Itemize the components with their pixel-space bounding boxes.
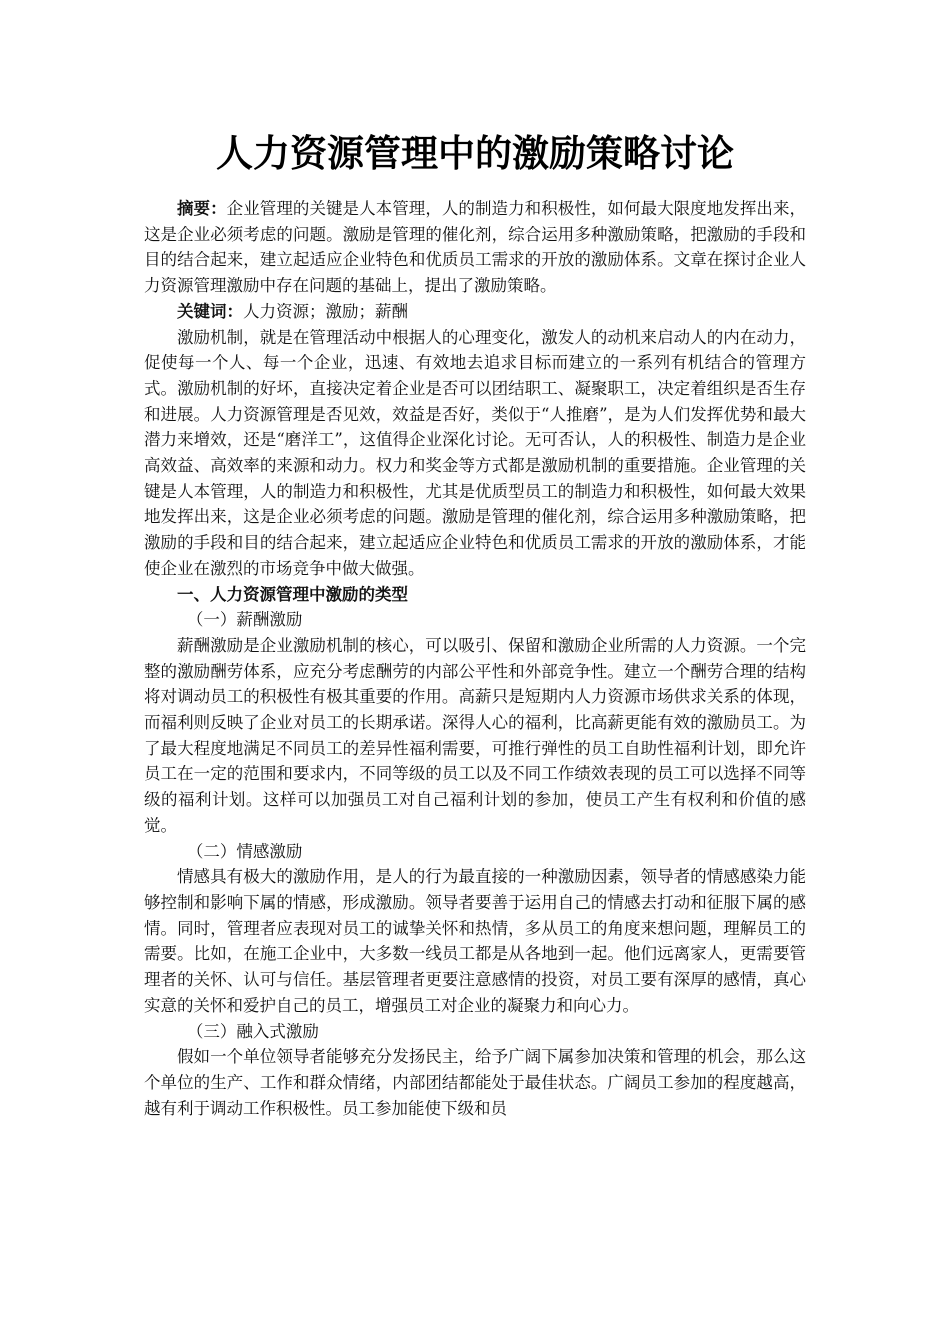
document-body — [144, 196, 806, 1121]
subsection-heading-salary: （一）薪酬激励 — [186, 610, 303, 630]
section-heading: 一、人力资源管理中激励的类型 — [177, 584, 408, 604]
subsection-heading-emotion: （二）情感激励 — [186, 841, 303, 861]
keywords-text: 人力资源；激励；薪酬 — [243, 301, 408, 321]
abstract-text: 企业管理的关键是人本管理，人的制造力和积极性，如何最大限度地发挥出来，这是企业必须考虑的问题。激励是管理的催化剂，综合运用多种激励策略，把激励的手段和目的结合起来，建立起适应企业特色和优质员工需求的开放的激励体系。文章在探讨企业人力资源管理激励中存在问题的基础上，提出了激励策略。 — [144, 199, 807, 296]
subsection-heading-participation: （三）融入式激励 — [186, 1021, 319, 1041]
participation-paragraph: 假如一个单位领导者能够充分发扬民主，给予广阔下属参加决策和管理的机会，那么这个单位的生产、工作和群众情绪，内部团结都能处于最佳状态。广阔员工参加的程度越高，越有利于调动工作积极性。员工参加能使下级和员 — [144, 1047, 806, 1118]
intro-paragraph: 激励机制，就是在管理活动中根据人的心理变化，激发人的动机来启动人的内在动力，促使每一个人、每一个企业，迅速、有效地去追求目标而建立的一系列有机结合的管理方式。激励机制的好坏，直接决定着企业是否可以团结职工、凝聚职工，决定着组织是否生存和进展。人力资源管理是否见效，效益是否好，类似于“人推磨”，是为人们发挥优势和最大潜力来增效，还是“磨洋工”，这值得企业深化讨论。无可否认，人的积极性、制造力是企业高效益、高效率的来源和动力。权力和奖金等方式都是激励机制的重要措施。企业管理的关键是人本管理，人的制造力和积极性，尤其是优质型员工的制造力和积极性，如何最大效果地发挥出来，这是企业必须考虑的问题。激励是管理的催化剂，综合运用多种激励策略，把激励的手段和目的结合起来，建立起适应企业特色和优质员工需求的开放的激励体系，才能使企业在激烈的市场竞争中做大做强。 — [144, 327, 806, 578]
salary-paragraph: 薪酬激励是企业激励机制的核心，可以吸引、保留和激励企业所需的人力资源。一个完整的激励酬劳体系，应充分考虑酬劳的内部公平性和外部竞争性。建立一个酬劳合理的结构将对调动员工的积极性有极其重要的作用。高薪只是短期内人力资源市场供求关系的体现，而福利则反映了企业对员工的长期承诺。深得人心的福利，比高薪更能有效的激励员工。为了最大程度地满足不同员工的差异性福利需要，可推行弹性的员工自助性福利计划，即允许员工在一定的范围和要求内，不同等级的员工以及不同工作绩效表现的员工可以选择不同等级的福利计划。这样可以加强员工对自己福利计划的参加，使员工产生有权利和价值的感觉。 — [144, 635, 806, 835]
document-title: 人力资源管理中的激励策略讨论 — [216, 131, 734, 175]
keywords-paragraph — [144, 299, 806, 325]
keywords-label: 关键词： — [177, 301, 243, 321]
abstract-paragraph — [144, 196, 806, 299]
abstract-label: 摘要： — [177, 199, 227, 218]
emotion-paragraph: 情感具有极大的激励作用，是人的行为最直接的一种激励因素，领导者的情感感染力能够控制和影响下属的情感，形成激励。领导者要善于运用自己的情感去打动和征服下属的感情。同时，管理者应表现对员工的诚挚关怀和热情，多从员工的角度来想问题，理解员工的需要。比如，在施工企业中，大多数一线员工都是从各地到一起。他们远离家人，更需要管理者的关怀、认可与信任。基层管理者更要注意感情的投资，对员工要有深厚的感情，真心实意的关怀和爱护自己的员工，增强员工对企业的凝聚力和向心力。 — [144, 867, 806, 1015]
